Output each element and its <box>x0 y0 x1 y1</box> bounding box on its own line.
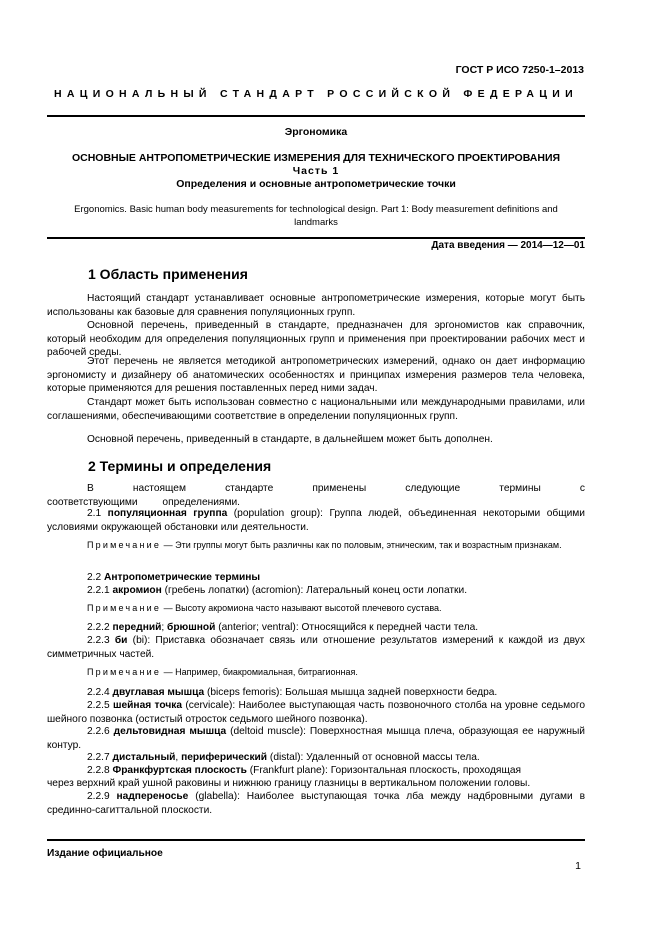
term-name: двуглавая мышца <box>112 687 205 698</box>
note-label: Примечание <box>87 667 162 677</box>
term-2-2-9: 2.2.9 надпереносье (glabella): Наиболее выступающая точка лба между надбровными дугами в срединно-сагиттальной плоскости. <box>47 791 585 816</box>
term-2-2-4: 2.2.4 двуглавая мышца (biceps femoris): Большая мышца задней поверхности бедра. <box>87 687 498 698</box>
page-number: 1 <box>575 860 581 872</box>
term-name: шейная точка <box>113 700 183 711</box>
english-title: Ergonomics. Basic human body measurements for technological design. Part 1: Body measurement definitions and landmarks <box>74 204 558 228</box>
term-2-2-1: 2.2.1 акромион (гребень лопатки) (acromion): Латеральный конец ости лопатки. <box>87 585 468 596</box>
header-rule <box>47 115 585 117</box>
term-name: дистальный <box>112 752 176 763</box>
note-2: Примечание — Высоту акромиона часто называют высотой плечевого сустава. <box>87 603 442 613</box>
term-2-2-2: 2.2.2 передний; брюшной (anterior; ventral): Относящийся к передней части тела. <box>87 622 479 633</box>
note-3: Примечание — Например, биакромиальная, битрагионная. <box>87 667 358 677</box>
term-name: брюшной <box>167 622 216 633</box>
section-2-intro: В настоящем стандарте применены следующие термины с соответствующими определениями. <box>47 483 585 508</box>
title-rule <box>47 237 585 239</box>
term-name: периферический <box>181 752 268 763</box>
note-label: Примечание <box>87 540 162 550</box>
term-name: би <box>114 635 128 646</box>
term-name: популяционная группа <box>107 508 228 519</box>
note-label: Примечание <box>87 603 162 613</box>
term-2-2-3: 2.2.3 би (bi): Приставка обозначает связь или отношение результатов измерений к каждой из двух симметричных частей. <box>47 635 585 660</box>
term-2-2-8-continued: через верхний край ушной раковины и нижнюю границу глазницы в вертикальном положении головы. <box>47 778 531 789</box>
term-name: передний <box>112 622 162 633</box>
term-2-2-7: 2.2.7 дистальный, периферический (distal): Удаленный от основной массы тела. <box>87 752 480 763</box>
section-1-paragraph-3: Этот перечень не является методикой антропометрических измерений, однако он дает информацию эргономисту и дизайнеру об анатомических особенностях и принципах измерения размеров тела человека, которые применяются для решения поставленных перед ними задач. <box>47 356 585 394</box>
term-2-2-6: 2.2.6 дельтовидная мышца (deltoid muscle): Поверхностная мышца плеча, образующая ее наружный контур. <box>47 726 585 751</box>
introduction-date: Дата введения — 2014—12—01 <box>431 240 585 251</box>
term-2-2: 2.2 Антропометрические термины <box>87 572 261 583</box>
section-1-paragraph-1: Настоящий стандарт устанавливает основные антропометрические измерения, которые могут быть использованы как базовые для сравнения популяционных групп. <box>47 293 585 318</box>
section-1-heading: 1 Область применения <box>88 266 248 282</box>
footer-rule <box>47 839 585 841</box>
term-2-2-8: 2.2.8 Франкфуртская плоскость (Frankfurt plane): Горизонтальная плоскость, проходящая <box>87 765 522 776</box>
part-title: Часть 1 <box>292 165 340 177</box>
section-1-paragraph-2: Основной перечень, приведенный в стандарте, предназначен для эргономистов как справочник, который необходим для определения популяционных групп и применения при проектировании рабочих мест и рабочей среды. <box>47 320 585 358</box>
section-1-paragraph-5: Основной перечень, приведенный в стандарте, в дальнейшем может быть дополнен. <box>87 434 493 445</box>
section-1-paragraph-4: Стандарт может быть использован совместно с национальными или международными правилами, или соглашениями, обеспечивающими соответствие в определении популяционных групп. <box>47 397 585 422</box>
term-2-2-5: 2.2.5 шейная точка (cervicale): Наиболее выступающая часть позвоночного столба на уровне седьмого шейного позвонка (остистый отросток седьмого шейного позвонка). <box>47 700 585 725</box>
term-2-1: 2.1 популяционная группа (population group): Группа людей, объединенная некоторыми общими условиями окружающей обстановки или деятельности. <box>47 508 585 533</box>
section-2-heading: 2 Термины и определения <box>88 458 272 474</box>
term-name: Антропометрические термины <box>104 572 261 583</box>
term-name: Франкфуртская плоскость <box>112 765 247 776</box>
note-1: Примечание — Эти группы могут быть различны как по половым, этническим, так и возрастным признакам. <box>87 540 562 550</box>
topic-title: Эргономика <box>284 126 348 138</box>
term-name: надпереносье <box>116 791 189 802</box>
term-name: дельтовидная мышца <box>113 726 227 737</box>
main-title: ОСНОВНЫЕ АНТРОПОМЕТРИЧЕСКИЕ ИЗМЕРЕНИЯ ДЛЯ ТЕХНИЧЕСКОГО ПРОЕКТИРОВАНИЯ <box>71 152 561 164</box>
term-name: акромион <box>112 585 162 596</box>
standard-code: ГОСТ Р ИСО 7250-1–2013 <box>455 64 584 76</box>
national-standard-title: НАЦИОНАЛЬНЫЙ СТАНДАРТ РОССИЙСКОЙ ФЕДЕРАЦИИ <box>54 88 578 100</box>
official-edition-label: Издание официальное <box>47 848 163 859</box>
subtitle: Определения и основные антропометрические точки <box>176 178 456 190</box>
